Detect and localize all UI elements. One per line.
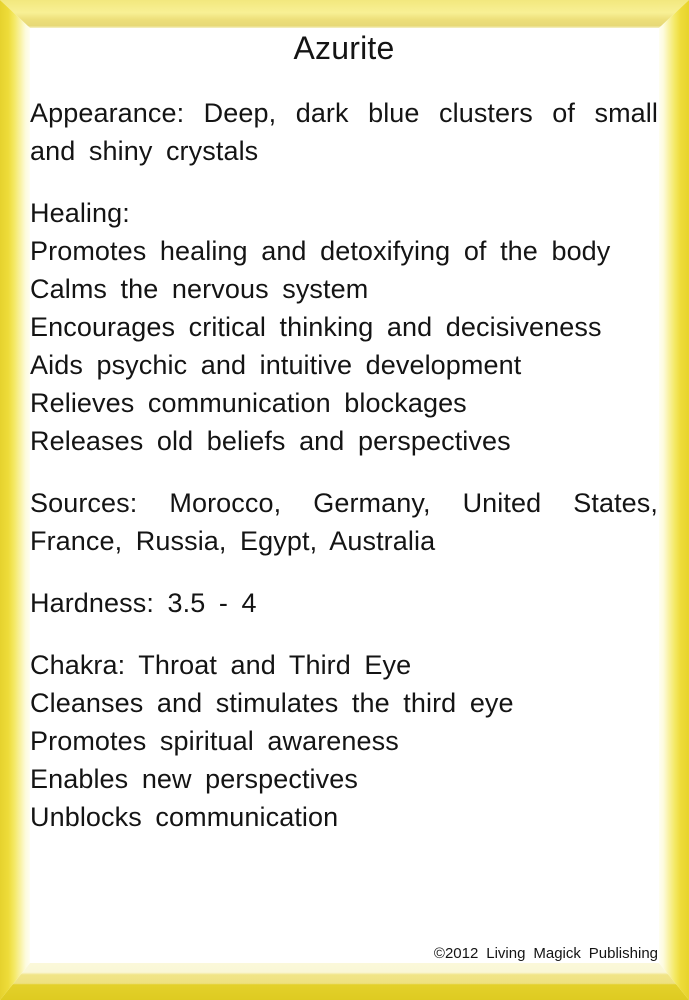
text-line: Chakra: Throat and Third Eye [30,650,412,680]
section-chakra [30,646,658,836]
text-line: Releases old beliefs and perspectives [30,426,511,456]
card-sections [30,94,658,836]
text-line: Cleanses and stimulates the third eye [30,688,514,718]
text-line: Hardness: 3.5 - 4 [30,588,257,618]
frame-border-right [659,0,689,1000]
text-line: and shiny crystals [30,136,259,166]
text-line: Healing: [30,198,130,228]
text-line: Calms the nervous system [30,274,369,304]
text-line: Relieves communication blockages [30,388,467,418]
text-line: France, Russia, Egypt, Australia [30,526,436,556]
section-healing [30,194,658,460]
text-line: Encourages critical thinking and decisiveness [30,312,602,342]
card-content [30,28,658,963]
frame-border-bottom [0,963,689,1000]
frame-border-top [0,0,689,28]
text-line: Sources: Morocco, Germany, United States, [30,488,658,518]
text-line: Promotes healing and detoxifying of the body [30,236,611,266]
section-hardness [30,584,658,622]
text-line: Promotes spiritual awareness [30,726,399,756]
text-line: Appearance: Deep, dark blue clusters of small [30,98,658,128]
card-title: Azurite [293,30,395,66]
text-line: Unblocks communication [30,802,339,832]
frame-border-left [0,0,30,1000]
text-line: Aids psychic and intuitive development [30,350,522,380]
text-line: Enables new perspectives [30,764,358,794]
copyright-text: ©2012 Living Magick Publishing [433,945,658,962]
section-sources [30,484,658,560]
section-appearance [30,94,658,170]
